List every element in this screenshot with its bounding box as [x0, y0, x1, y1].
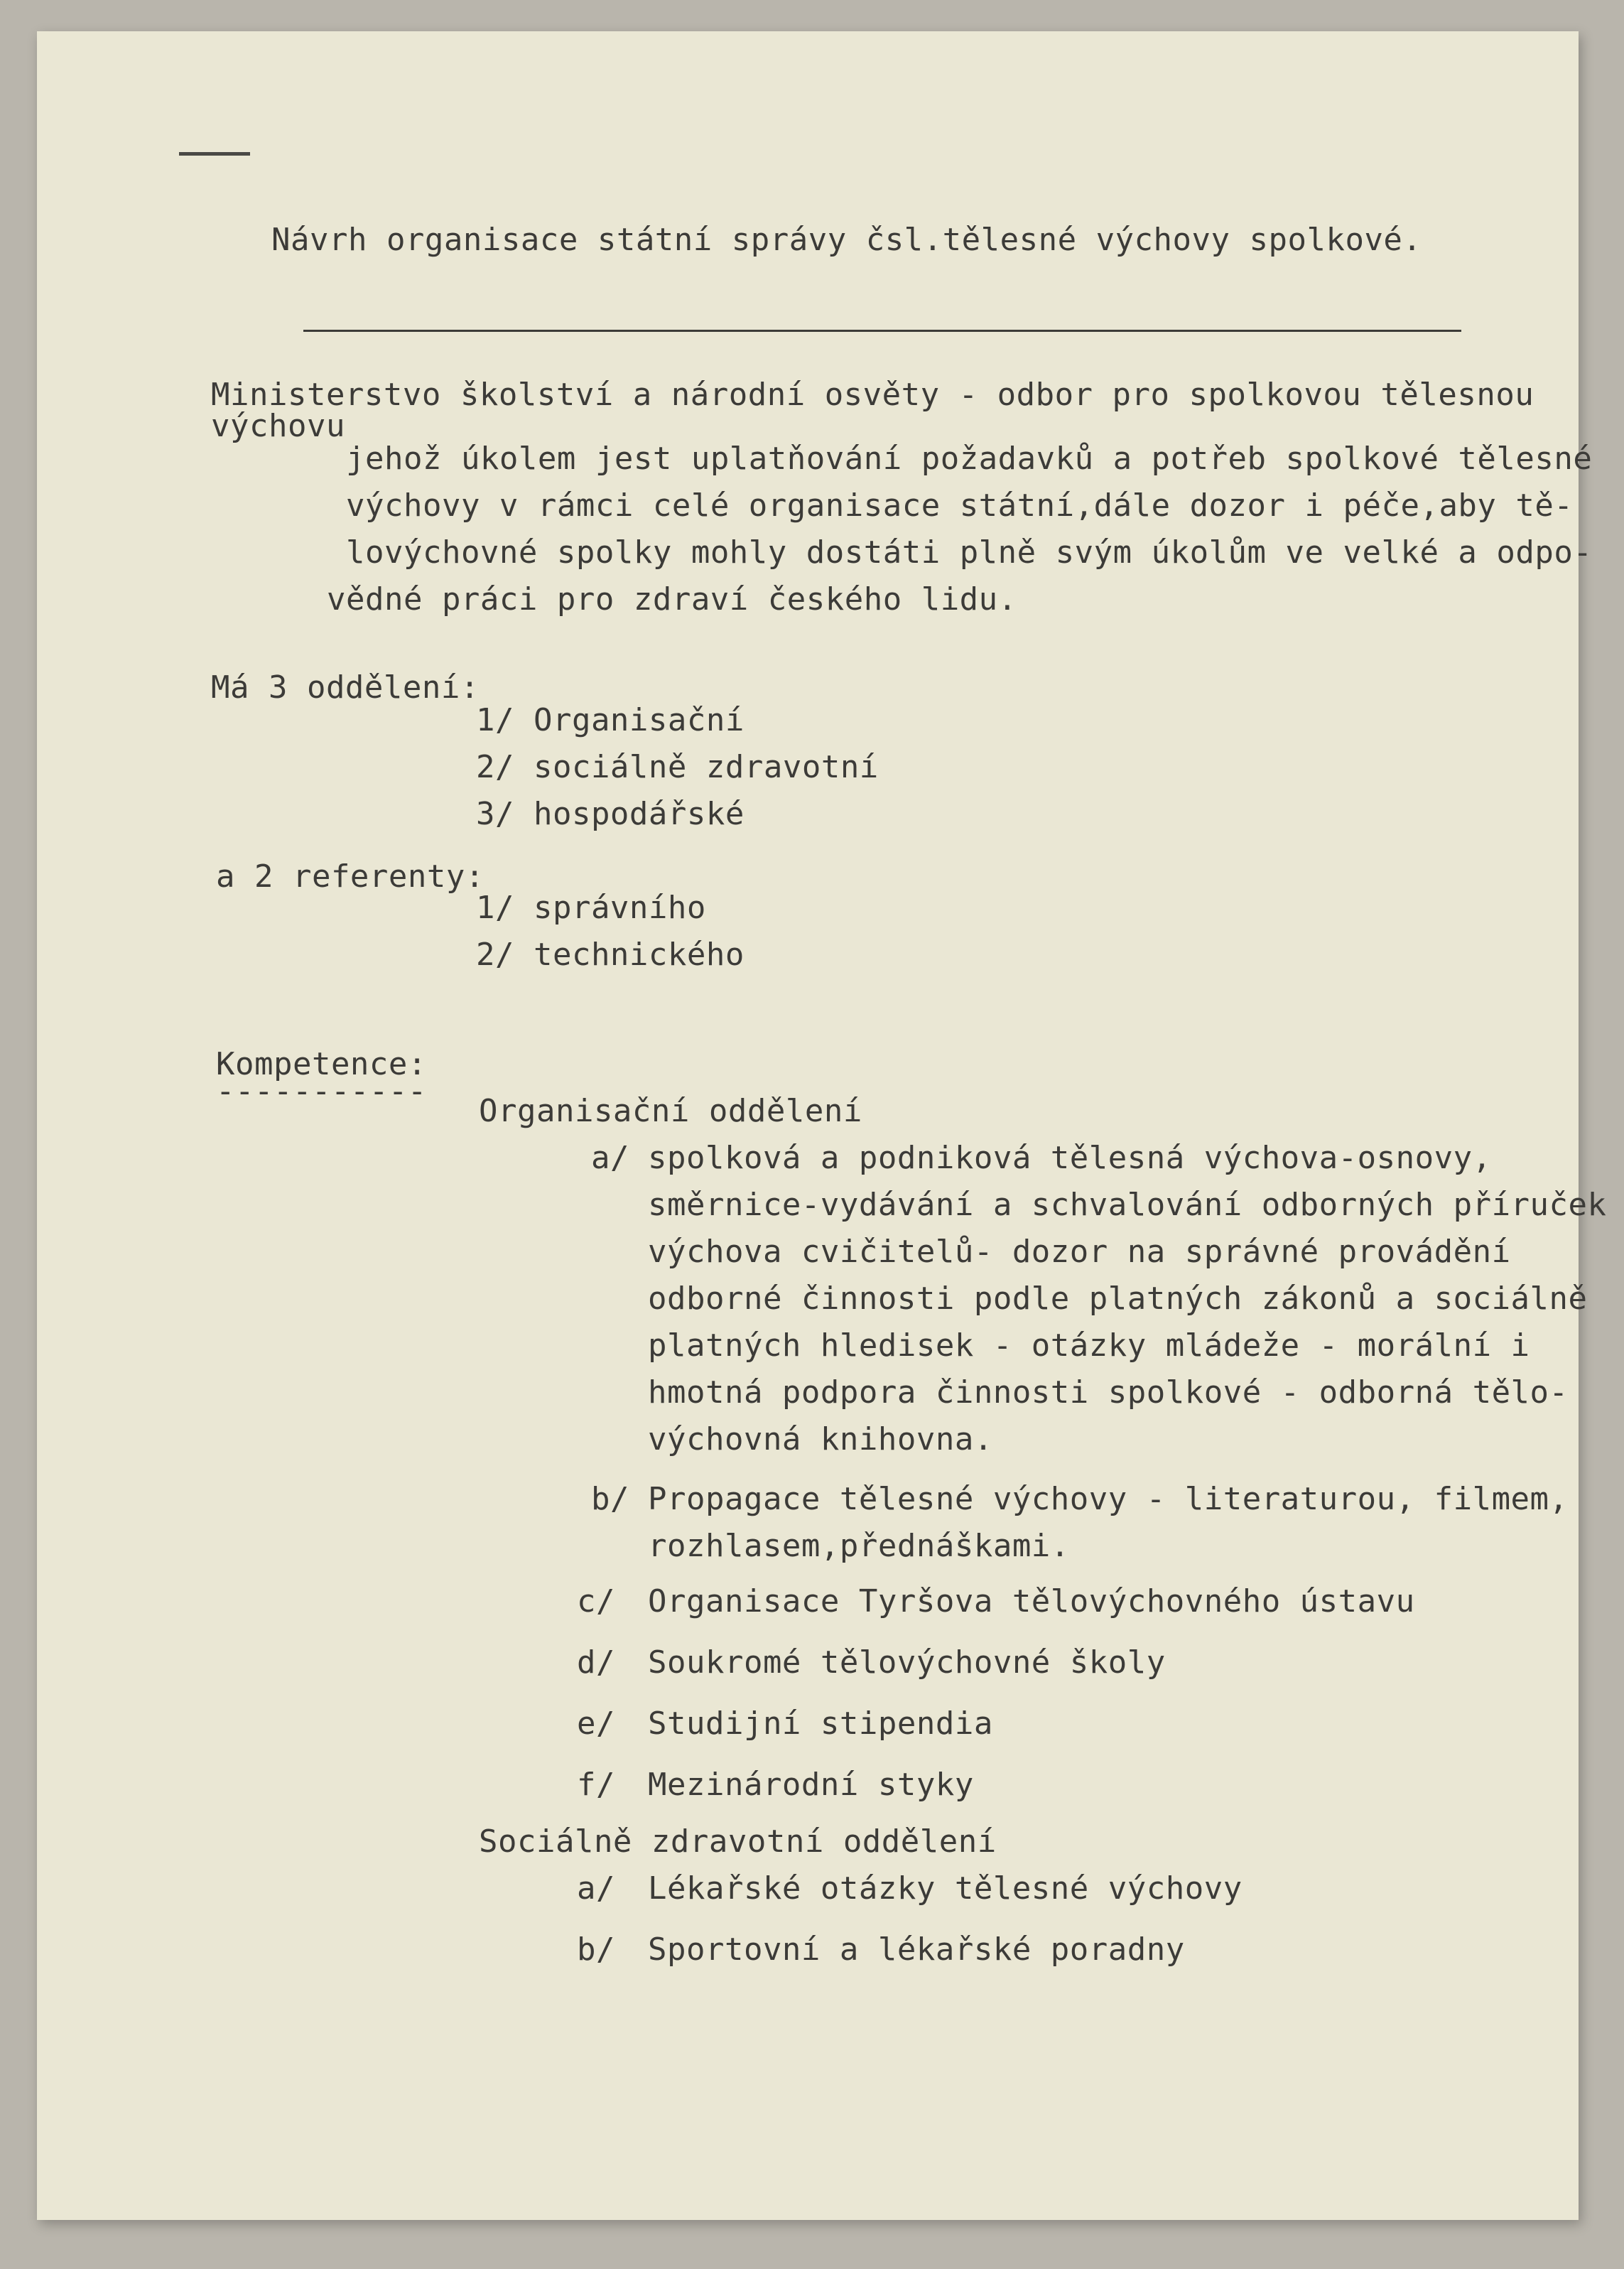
social-department-heading: Sociálně zdravotní oddělení: [479, 1823, 997, 1860]
intro-body-line: vědné práci pro zdraví českého lidu.: [327, 581, 1017, 618]
item-a-line: spolková a podniková tělesná výchova-osnovy,: [648, 1140, 1492, 1176]
referent-item: 2/ technického: [476, 937, 745, 973]
intro-line-2: výchovu: [211, 408, 345, 444]
item-label: f/: [577, 1767, 615, 1803]
item-label: d/: [577, 1644, 615, 1681]
item-a-line: směrnice-vydávání a schvalování odborných příruček: [648, 1187, 1607, 1223]
competence-underline: -----------: [216, 1073, 427, 1109]
social-item-b-text: Sportovní a lékařské poradny: [648, 1931, 1185, 1968]
departments-heading: Má 3 oddělení:: [211, 669, 480, 706]
item-label: b/: [591, 1481, 629, 1517]
intro-line-1: Ministerstvo školství a národní osvěty - odbor pro spolkovou tělesnou: [211, 377, 1534, 413]
item-f-text: Mezinárodní styky: [648, 1767, 974, 1803]
intro-body-line: lovýchovné spolky mohly dostáti plně svým úkolům ve velké a odpo-: [346, 534, 1593, 571]
department-item: 1/ Organisační: [476, 702, 745, 738]
referents-heading: a 2 referenty:: [216, 858, 485, 895]
item-label: b/: [577, 1931, 615, 1968]
item-a-line: hmotná podpora činnosti spolkové - odborná tělo-: [648, 1374, 1569, 1411]
item-a-line: odborné činnosti podle platných zákonů a sociálně: [648, 1281, 1588, 1317]
item-a-line: výchovná knihovna.: [648, 1421, 993, 1457]
paper-sheet: [37, 31, 1607, 2220]
title-underline: [303, 330, 1461, 332]
department-item: 2/ sociálně zdravotní: [476, 749, 879, 785]
document-title: Návrh organisace státní správy čsl.tělesné výchovy spolkové.: [271, 222, 1422, 258]
item-label: c/: [577, 1583, 615, 1619]
item-d-text: Soukromé tělovýchovné školy: [648, 1644, 1166, 1681]
item-a-line: platných hledisek - otázky mládeže - morální i: [648, 1327, 1530, 1364]
item-label: a/: [577, 1870, 615, 1907]
organisational-department-heading: Organisační oddělení: [479, 1093, 862, 1129]
referent-item: 1/ správního: [476, 890, 706, 926]
item-a-line: výchova cvičitelů- dozor na správné provádění: [648, 1234, 1511, 1270]
intro-body-line: jehož úkolem jest uplatňování požadavků a potřeb spolkové tělesné: [346, 441, 1593, 477]
intro-body-line: výchovy v rámci celé organisace státní,dále dozor i péče,aby tě-: [346, 487, 1574, 524]
item-label: a/: [591, 1140, 629, 1176]
item-label: e/: [577, 1705, 615, 1742]
corner-dash: [179, 152, 250, 156]
department-item: 3/ hospodářské: [476, 796, 745, 832]
competence-heading: Kompetence:: [216, 1046, 427, 1082]
item-c-text: Organisace Tyršova tělovýchovného ústavu: [648, 1583, 1415, 1619]
social-item-a-text: Lékařské otázky tělesné výchovy: [648, 1870, 1243, 1907]
item-b-line: rozhlasem,přednáškami.: [648, 1528, 1070, 1564]
item-b-line: Propagace tělesné výchovy - literaturou, filmem,: [648, 1481, 1569, 1517]
item-e-text: Studijní stipendia: [648, 1705, 993, 1742]
